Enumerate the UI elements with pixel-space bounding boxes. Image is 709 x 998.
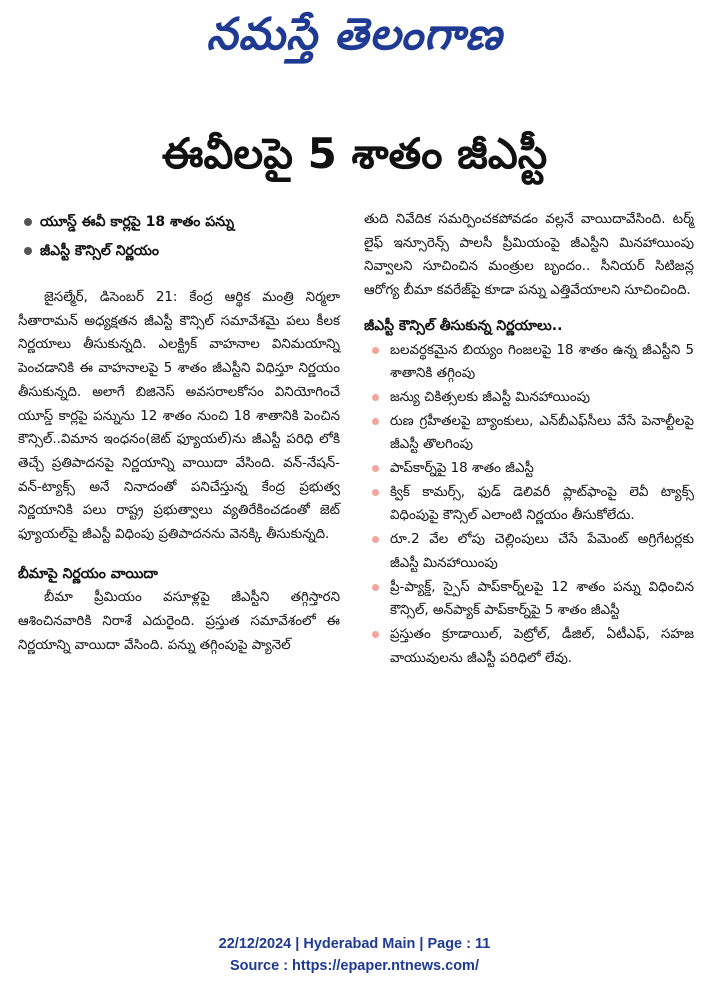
decisions-heading: జీఎస్టీ కౌన్సిల్ తీసుకున్న నిర్ణయాలు..: [364, 317, 563, 334]
page-footer: [0, 933, 709, 977]
lead-paragraph: జైసల్మేర్, డిసెంబర్ 21: కేంద్ర ఆర్థిక మంత్రి నిర్మలా సీతారామన్ అధ్యక్షతన జీఎస్టీ కౌన్సిల్ సమావేశమై పలు కీలక నిర్ణయాలు తీసుకున్నది. ఎలక్ట్రిక్ వాహనాల వినిమయాన్ని పెంచడానికి ఈ వాహనాలపై 5 శాతం జీఎస్టీని విధిస్తూ నిర్ణయం తీసుకున్నది. అలాగే బిజినెస్ అవసరాలకోసం వినియోగించే యూస్డ్ కార్లపై పన్నును 12 శాతం నుంచి 18 శాతానికి పెంచిన కౌన్సిల్..విమాన ఇంధనం(జెట్ ఫ్యూయల్)ను జీఎస్టీ పరిధి లోకి తెచ్చే ప్రతిపాదనపై నిర్ణయాన్ని వాయిదా వేసింది. వన్-నేషన్-వన్-ట్యాక్స్ అనే నినాదంతో పనిచేస్తున్న కేంద్ర ప్రభుత్వ నిర్ణయానికి పలు రాష్ట్ర ప్రభుత్వాలు వ్యతిరేకించడంతో జెట్ ఫ్యూయల్‌పై జీఎస్టీ విధింపు ప్రతిపాదనను వెనక్కి తీసుకున్నది.: [18, 290, 340, 543]
insurance-paragraph: బీమా ప్రీమియం వసూళ్లపై జీఎస్టీని తగ్గిస్తారని ఆశించినవారికి నిరాశే ఎదురైంది. ప్రస్తుత సమావేశంలో ఈ నిర్ణయాన్ని వాయిదా వేసింది. పన్ను తగ్గింపుపై ప్యానెల్: [18, 590, 340, 653]
decision-item: రుణ గ్రహీతలపై బ్యాంకులు, ఎన్‌బీఎఫ్‌సీలు వేసే పెనాల్టీలపై జీఎస్టీ తొలగింపు: [364, 410, 694, 457]
decision-item: ప్రీ-ప్యాక్డ్, స్పైస్ పాప్‌కార్న్‌లపై 12 శాతం పన్ను విధించిన కౌన్సిల్, అన్‌ప్యాక్ పాప్‌కార్న్‌పై 5 శాతం జీఎస్టీ: [364, 576, 694, 623]
decision-item: రూ.2 వేల లోపు చెల్లింపులు చేసే పేమెంట్ అగ్రిగేటర్లకు జీఎస్టీ మినహాయింపు: [364, 528, 694, 575]
edition-info: 22/12/2024 | Hyderabad Main | Page : 11: [218, 936, 491, 952]
decisions-list: [364, 339, 694, 671]
newspaper-masthead: నమస్తే తెలంగాణ: [206, 9, 503, 60]
decision-item: పాప్‌కార్న్‌పై 18 శాతం జీఎస్టీ: [364, 457, 694, 481]
decision-item: బలవర్థకమైన బియ్యం గింజలపై 18 శాతం ఉన్న జీఎస్టీని 5 శాతానికి తగ్గింపు: [364, 339, 694, 386]
article-headline: ఈవీలపై 5 శాతం జీఎస్టీ: [161, 129, 548, 178]
right-column: [364, 208, 694, 670]
insurance-continued: తుది నివేదిక సమర్పించకపోవడం వల్లనే వాయిదావేసింది. టర్మ్ లైఫ్ ఇన్సూరెన్స్ పాలసీ ప్రీమియంపై జీఎస్టీని మినహాయింపు నివ్వాలని సూచించిన మంత్రుల బృందం.. సీనియర్ సిటిజన్ల ఆరోగ్య బీమా కవరేజ్‌పై కూడా పన్ను ఎత్తివేయాలని సూచించింది.: [364, 212, 694, 299]
left-column: [18, 208, 340, 658]
decision-item: క్విక్ కామర్స్, ఫుడ్ డెలివరీ ప్లాట్‌ఫాంపై లెవీ ట్యాక్స్ విధింపుపై కౌన్సిల్ ఎలాంటి నిర్ణయం తీసుకోలేదు.: [364, 481, 694, 528]
source-link[interactable]: Source : https://epaper.ntnews.com/: [230, 958, 479, 974]
decision-item: ప్రస్తుతం క్రూడాయిల్, పెట్రోల్, డీజిల్, ఏటీఎఫ్, సహజ వాయువులను జీఎస్టీ పరిధిలో లేవు.: [364, 623, 694, 670]
insurance-heading: బీమాపై నిర్ణయం వాయిదా: [18, 565, 158, 582]
subhead-2: జీఎస్టీ కౌన్సిల్ నిర్ణయం: [18, 237, 340, 266]
decision-item: జన్యు చికిత్సలకు జీఎస్టీ మినహాయింపు: [364, 386, 694, 410]
subhead-1: యూస్డ్ ఈవీ కార్లపై 18 శాతం పన్ను: [18, 208, 340, 237]
